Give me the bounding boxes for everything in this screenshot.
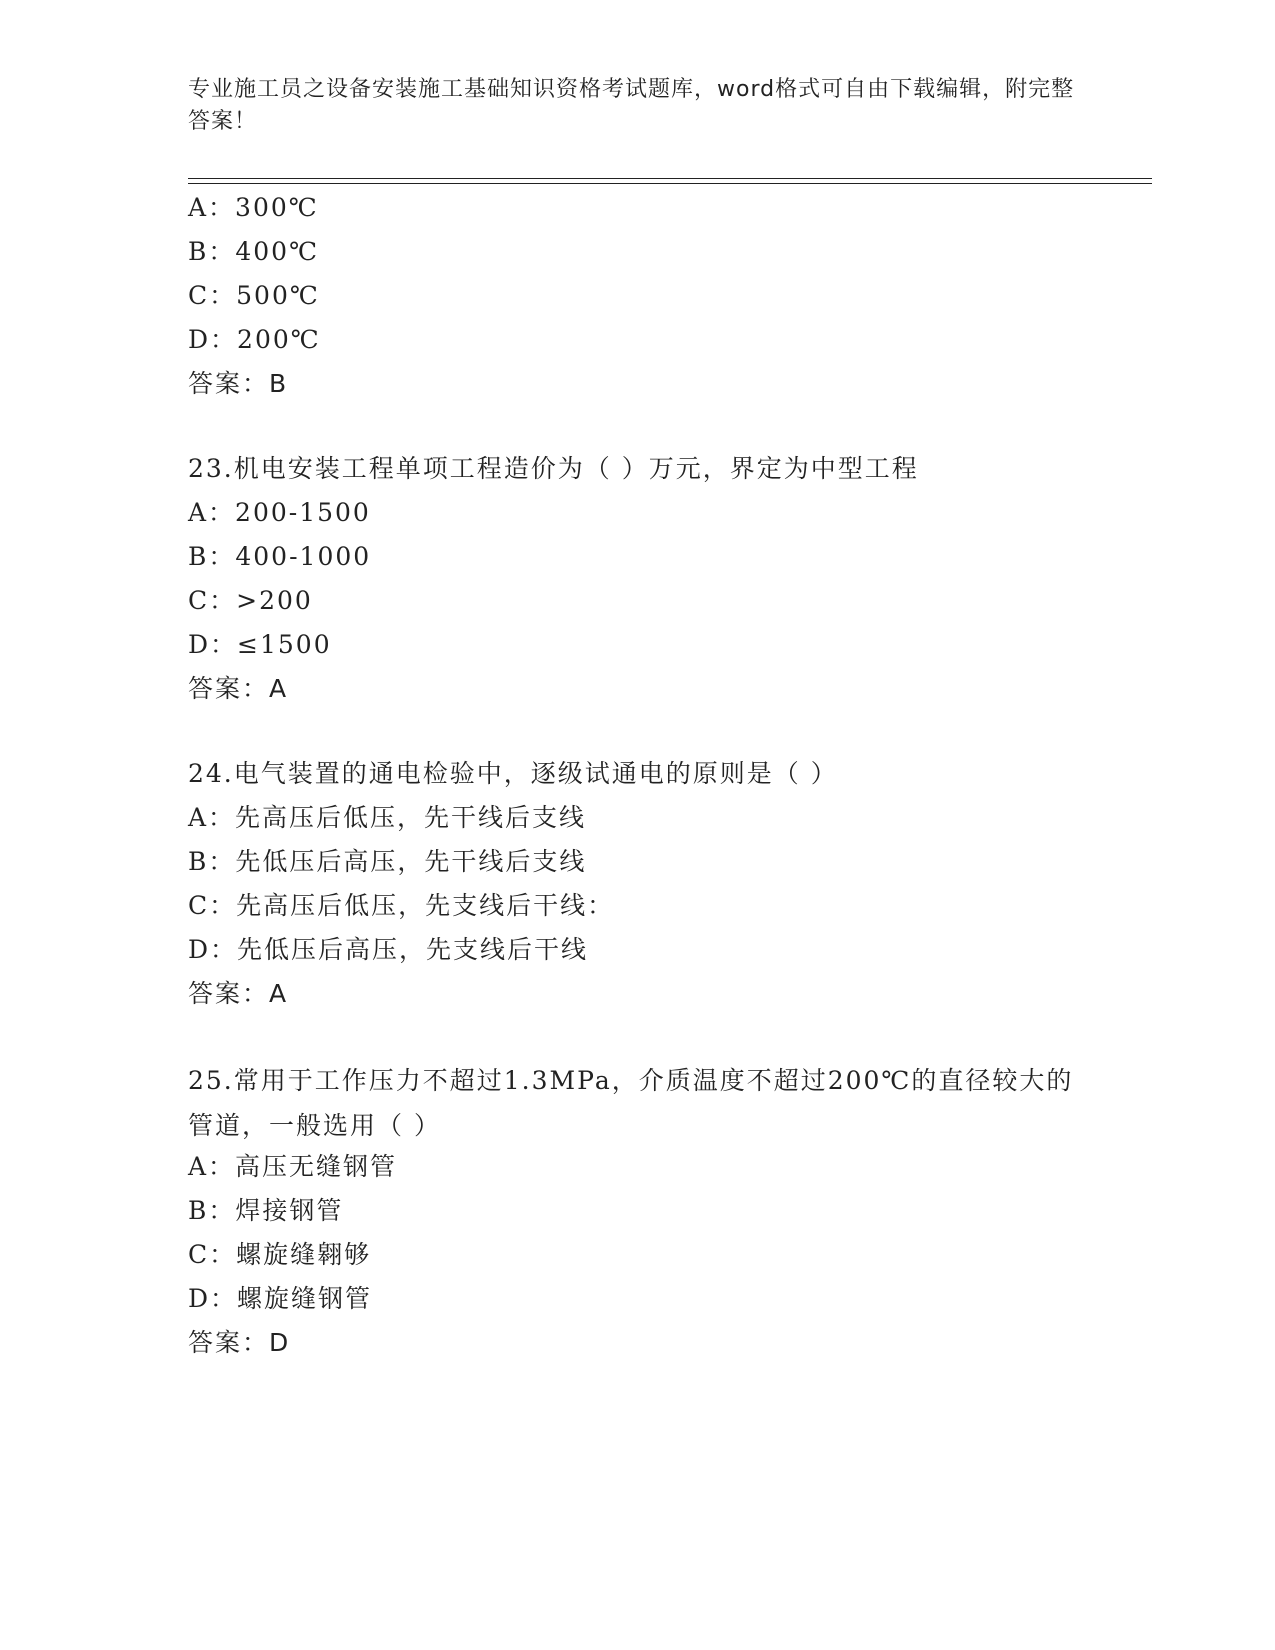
q22-option-b: B：400℃ bbox=[188, 237, 320, 266]
q24-option-c: C：先高压后低压，先支线后干线： bbox=[188, 891, 615, 920]
document-header: 专业施工员之设备安装施工基础知识资格考试题库，word格式可自由下载编辑，附完整答案！ bbox=[188, 77, 1075, 134]
q25-option-a: A：高压无缝钢管 bbox=[188, 1152, 398, 1181]
q25-option-b: B：焊接钢管 bbox=[188, 1196, 344, 1225]
q23-stem: 23.机电安装工程单项工程造价为（ ）万元，界定为中型工程 bbox=[188, 454, 919, 483]
q23-answer: 答案：A bbox=[188, 674, 289, 703]
q24-option-b: B：先低压后高压，先干线后支线 bbox=[188, 847, 587, 876]
header-divider-bottom bbox=[188, 183, 1152, 184]
q23-option-c: C：>200 bbox=[188, 586, 313, 615]
q22-option-d: D：200℃ bbox=[188, 325, 321, 354]
q23-option-b: B：400-1000 bbox=[188, 542, 372, 571]
q22-option-c: C：500℃ bbox=[188, 281, 320, 310]
q23-option-d: D：≤1500 bbox=[188, 630, 332, 659]
q24-answer: 答案：A bbox=[188, 979, 289, 1008]
q25-stem: 25.常用于工作压力不超过1.3MPa，介质温度不超过200℃的直径较大的管道，一般选用（ ） bbox=[188, 1066, 1074, 1140]
q25-option-c: C：螺旋缝翱够 bbox=[188, 1240, 372, 1269]
header-divider-top bbox=[188, 178, 1152, 179]
q24-option-d: D：先低压后高压，先支线后干线 bbox=[188, 935, 589, 964]
q22-option-a: A：300℃ bbox=[188, 193, 319, 222]
q24-stem: 24.电气装置的通电检验中，逐级试通电的原则是（ ） bbox=[188, 759, 838, 788]
q25-option-d: D：螺旋缝钢管 bbox=[188, 1284, 373, 1313]
q22-answer: 答案：B bbox=[188, 369, 289, 398]
q25-answer: 答案：D bbox=[188, 1328, 291, 1357]
q24-option-a: A：先高压后低压，先干线后支线 bbox=[188, 803, 587, 832]
q23-option-a: A：200-1500 bbox=[188, 498, 371, 527]
